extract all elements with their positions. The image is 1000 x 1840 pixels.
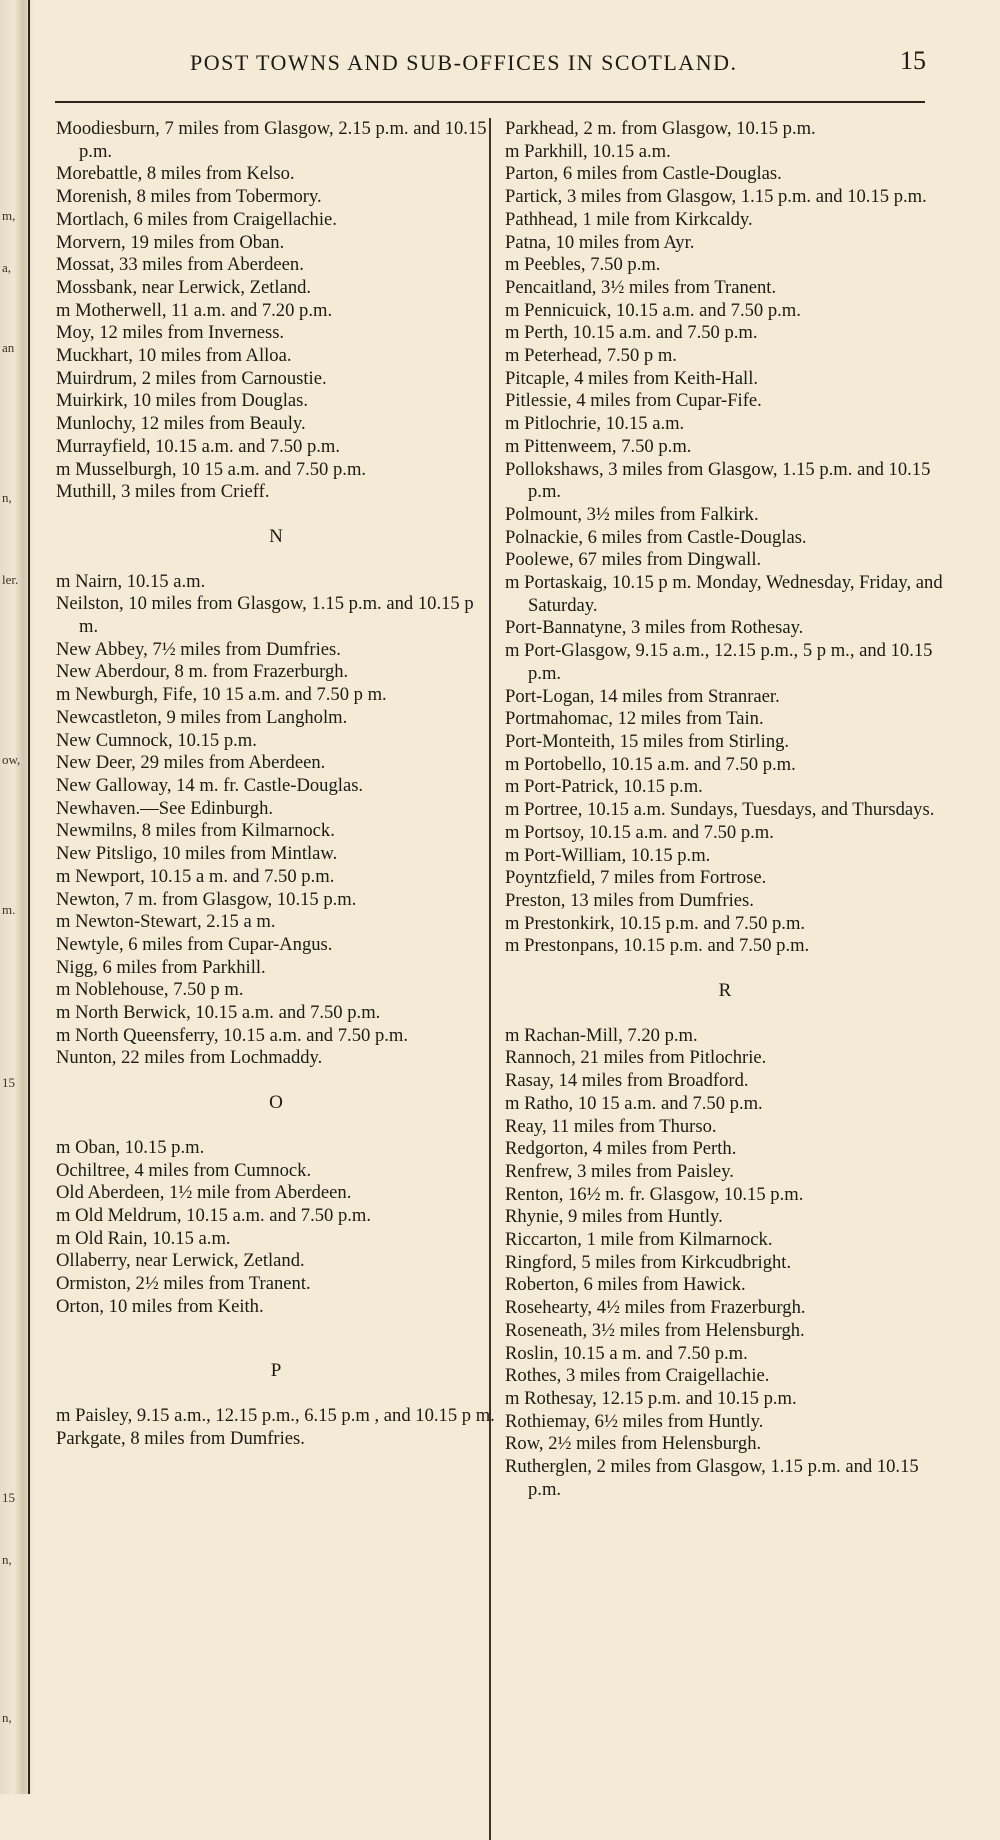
directory-entry: Morenish, 8 miles from Tobermory. [56,186,322,208]
directory-entry: Orton, 10 miles from Keith. [56,1295,264,1317]
margin-fragment: 15 [2,1490,15,1505]
directory-entry: New Pitsligo, 10 miles from Mintlaw. [56,843,338,865]
directory-entry: Portmahomac, 12 miles from Tain. [505,708,764,730]
directory-entry: Poyntzfield, 7 miles from Fortrose. [505,867,767,889]
directory-entry: m Rachan-Mill, 7.20 p.m. [505,1024,698,1046]
margin-fragment: m, [2,208,16,223]
directory-entry: Nigg, 6 miles from Parkhill. [56,956,266,978]
directory-entry: Rothiemay, 6½ miles from Huntly. [505,1410,764,1432]
directory-entry: m North Queensferry, 10.15 a.m. and 7.50 p.m. [56,1024,409,1046]
entries-o [56,1137,496,1319]
directory-entry: m Parkhill, 10.15 a.m. [505,140,671,162]
directory-entry: Parkhead, 2 m. from Glasgow, 10.15 p.m. [505,118,816,139]
margin-fragment: an [2,340,15,355]
directory-entry: m Prestonpans, 10.15 p.m. and 7.50 p.m. [505,935,810,957]
directory-entry: Rosehearty, 4½ miles from Frazerburgh. [505,1297,806,1319]
directory-entry: m Port-Glasgow, 9.15 a.m., 12.15 p.m., 5 p m., and 10.15 p.m. [505,640,933,684]
directory-entry: Renfrew, 3 miles from Paisley. [505,1160,734,1182]
directory-entry: Roberton, 6 miles from Hawick. [505,1274,746,1296]
directory-entry: m Portobello, 10.15 a.m. and 7.50 p.m. [505,753,796,775]
section-heading-p: P [270,1360,282,1382]
directory-entry: m Pennicuick, 10.15 a.m. and 7.50 p.m. [505,299,801,321]
directory-entry: Poolewe, 67 miles from Dingwall. [505,549,762,571]
directory-entry: Reay, 11 miles from Thurso. [505,1115,717,1137]
directory-entry: New Galloway, 14 m. fr. Castle-Douglas. [56,774,364,796]
directory-entry: m Old Meldrum, 10.15 a.m. and 7.50 p.m. [56,1204,372,1226]
entries-n [56,571,496,1070]
directory-entry: Mossat, 33 miles from Aberdeen. [56,254,304,276]
directory-entry: Newtyle, 6 miles from Cupar-Angus. [56,933,333,955]
directory-entry: Row, 2½ miles from Helensburgh. [505,1433,762,1455]
directory-entry: Rhynie, 9 miles from Huntly. [505,1206,723,1228]
directory-entry: m Port-William, 10.15 p.m. [505,844,711,866]
directory-entry: Redgorton, 4 miles from Perth. [505,1138,737,1160]
directory-entry: Newton, 7 m. from Glasgow, 10.15 p.m. [56,888,357,910]
section-heading-r: R [718,980,732,1002]
margin-fragment: n, [2,1552,12,1567]
directory-entry: m Nairn, 10.15 a.m. [56,570,206,592]
directory-entry: Nunton, 22 miles from Lochmaddy. [56,1047,323,1069]
directory-entry: m Old Rain, 10.15 a.m. [56,1227,231,1249]
directory-entry: Port-Bannatyne, 3 miles from Rothesay. [505,617,804,639]
directory-entry: m Musselburgh, 10 15 a.m. and 7.50 p.m. [56,458,367,480]
directory-entry: Parkgate, 8 miles from Dumfries. [56,1427,305,1449]
directory-entry: Mortlach, 6 miles from Craigellachie. [56,208,337,230]
directory-entry: Muirdrum, 2 miles from Carnoustie. [56,367,327,389]
directory-entry: Pathhead, 1 mile from Kirkcaldy. [505,208,753,230]
directory-entry: Moy, 12 miles from Inverness. [56,322,285,344]
section-heading-n: N [269,525,283,547]
page-number: 15 [900,46,926,75]
directory-entry: Patna, 10 miles from Ayr. [505,231,695,253]
directory-entry: New Deer, 29 miles from Aberdeen. [56,752,326,774]
directory-entry: m Portsoy, 10.15 a.m. and 7.50 p.m. [505,821,774,843]
directory-entry: m Pittenweem, 7.50 p.m. [505,435,692,457]
directory-entry: New Abbey, 7½ miles from Dumfries. [56,638,341,660]
directory-entry: Port-Monteith, 15 miles from Stirling. [505,730,790,752]
directory-entry: m North Berwick, 10.15 a.m. and 7.50 p.m. [56,1002,381,1024]
directory-entry: Polnackie, 6 miles from Castle-Douglas. [505,526,807,548]
directory-entry: m Perth, 10.15 a.m. and 7.50 p.m. [505,322,758,344]
directory-entry: Ollaberry, near Lerwick, Zetland. [56,1250,305,1272]
directory-entry: m Oban, 10.15 p.m. [56,1136,205,1158]
right-column [505,118,945,1501]
directory-entry: Riccarton, 1 mile from Kilmarnock. [505,1229,773,1251]
directory-entry: Preston, 13 miles from Dumfries. [505,889,754,911]
margin-fragment: n, [2,490,12,505]
directory-entry: Rothes, 3 miles from Craigellachie. [505,1365,770,1387]
directory-entry: Rasay, 14 miles from Broadford. [505,1070,749,1092]
directory-entry: m Peebles, 7.50 p.m. [505,254,661,276]
directory-entry: Renton, 16½ m. fr. Glasgow, 10.15 p.m. [505,1183,804,1205]
header-rule [55,101,925,103]
binding-edge-line [28,0,30,1794]
directory-entry: Rutherglen, 2 miles from Glasgow, 1.15 p.m. and 10.15 p.m. [505,1456,919,1500]
directory-entry: m Rothesay, 12.15 p.m. and 10.15 p.m. [505,1387,797,1409]
directory-entry: Murrayfield, 10.15 a.m. and 7.50 p.m. [56,435,341,457]
directory-entry: Munlochy, 12 miles from Beauly. [56,413,306,435]
directory-entry: Old Aberdeen, 1½ mile from Aberdeen. [56,1182,352,1204]
directory-entry: Roslin, 10.15 a m. and 7.50 p.m. [505,1342,748,1364]
directory-entry: Partick, 3 miles from Glasgow, 1.15 p.m. and 10.15 p.m. [505,186,927,208]
page-header [120,44,940,84]
margin-fragment: ler. [2,572,19,587]
directory-entry: Ochiltree, 4 miles from Cumnock. [56,1159,312,1181]
margin-fragment: m. [2,902,16,917]
directory-entry: m Newburgh, Fife, 10 15 a.m. and 7.50 p m. [56,684,387,706]
directory-entry: Pencaitland, 3½ miles from Tranent. [505,276,777,298]
directory-entry: Polmount, 3½ miles from Falkirk. [505,503,759,525]
directory-entry: Ormiston, 2½ miles from Tranent. [56,1273,311,1295]
directory-entry: Moodiesburn, 7 miles from Glasgow, 2.15 p.m. and 10.15 p.m. [56,118,487,162]
directory-entry: m Portree, 10.15 a.m. Sundays, Tuesdays, and Thursdays. [505,799,935,821]
directory-entry: Pitlessie, 4 miles from Cupar-Fife. [505,390,762,412]
entries-p-right [505,118,945,958]
margin-fragment: 15 [2,1075,15,1090]
directory-entry: Newcastleton, 9 miles from Langholm. [56,706,348,728]
directory-entry: m Prestonkirk, 10.15 p.m. and 7.50 p.m. [505,912,806,934]
directory-entry: Pollokshaws, 3 miles from Glasgow, 1.15 p.m. and 10.15 p.m. [505,458,931,503]
directory-entry: m Portaskaig, 10.15 p m. Monday, Wednesday, Friday, and Saturday. [505,572,943,616]
directory-entry: m Ratho, 10 15 a.m. and 7.50 p.m. [505,1092,763,1114]
directory-entry: Mossbank, near Lerwick, Zetland. [56,276,312,298]
entries-r [505,1025,945,1502]
page-title: POST TOWNS AND SUB-OFFICES IN SCOTLAND. [190,50,738,75]
directory-entry: Ringford, 5 miles from Kirkcudbright. [505,1251,792,1273]
directory-entry: m Newport, 10.15 a m. and 7.50 p.m. [56,865,335,887]
margin-fragment: n, [2,1710,12,1725]
directory-entry: Newhaven.—See Edinburgh. [56,797,274,819]
margin-fragment: a, [2,260,12,275]
entries-p-left [56,1405,496,1450]
directory-entry: Parton, 6 miles from Castle-Douglas. [505,163,782,185]
left-column [56,118,496,1451]
margin-fragment: ow, [2,752,21,767]
directory-entry: Morvern, 19 miles from Oban. [56,231,285,253]
directory-entry: New Cumnock, 10.15 p.m. [56,729,257,751]
directory-entry: Muthill, 3 miles from Crieff. [56,481,270,503]
directory-entry: m Newton-Stewart, 2.15 a m. [56,911,276,933]
directory-entry: Neilston, 10 miles from Glasgow, 1.15 p.m. and 10.15 p m. [56,593,474,638]
directory-entry: m Paisley, 9.15 a.m., 12.15 p.m., 6.15 p.m , and 10.15 p m. [56,1405,495,1427]
directory-entry: m Noblehouse, 7.50 p m. [56,979,244,1001]
directory-entry: m Motherwell, 11 a.m. and 7.20 p.m. [56,299,333,321]
directory-entry: m Pitlochrie, 10.15 a.m. [505,413,685,435]
section-heading-o: O [269,1092,283,1114]
directory-entry: m Peterhead, 7.50 p m. [505,345,677,367]
directory-entry: Newmilns, 8 miles from Kilmarnock. [56,820,335,842]
directory-entry: Morebattle, 8 miles from Kelso. [56,163,295,185]
directory-entry: Muirkirk, 10 miles from Douglas. [56,390,309,412]
directory-entry: Port-Logan, 14 miles from Stranraer. [505,685,780,707]
directory-entry: Rannoch, 21 miles from Pitlochrie. [505,1047,767,1069]
directory-entry: New Aberdour, 8 m. from Frazerburgh. [56,661,349,683]
directory-entry: Roseneath, 3½ miles from Helensburgh. [505,1319,805,1341]
entries-m [56,118,496,504]
directory-entry: Pitcaple, 4 miles from Keith-Hall. [505,367,759,389]
directory-entry: m Port-Patrick, 10.15 p.m. [505,776,703,798]
directory-entry: Muckhart, 10 miles from Alloa. [56,345,292,367]
